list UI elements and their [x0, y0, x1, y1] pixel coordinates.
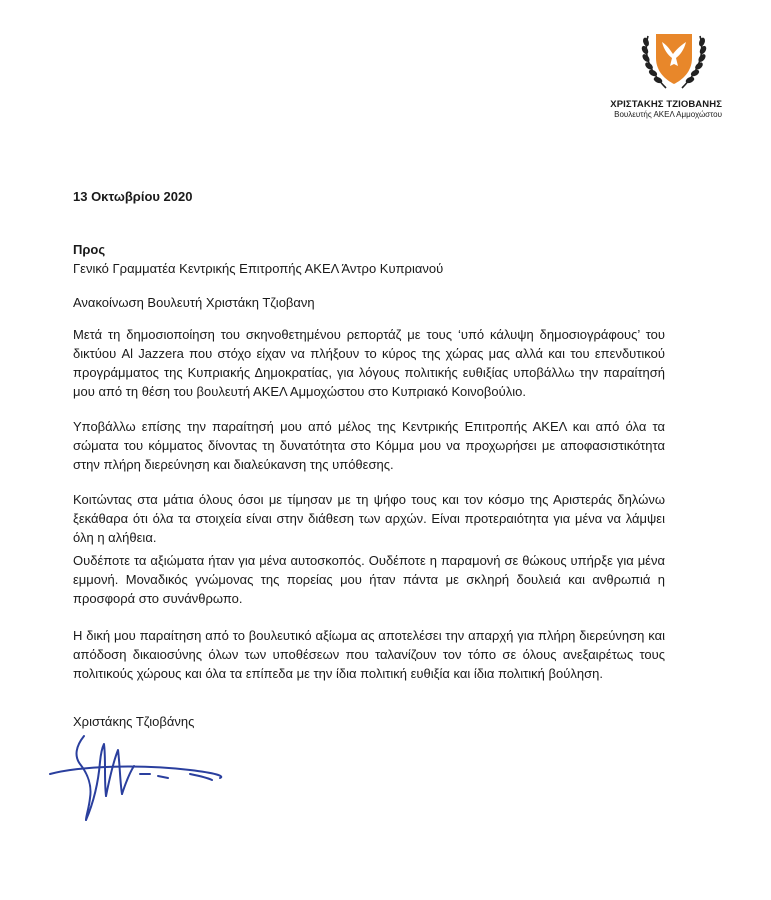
body-paragraph: Κοιτώντας στα μάτια όλους όσοι με τίμησαν με τη ψήφο τους και τον κόσμο της Αριστεράς δηλώνω ξεκάθαρα ότι όλα τα στοιχεία είναι στην διάθεση των αρχών. Είναι προτεραιότητα για μένα να λάμψει όλη η αλήθεια. — [73, 492, 665, 545]
body-paragraph: Υποβάλλω επίσης την παραίτησή μου από μέλος της Κεντρικής Επιτροπής ΑΚΕΛ και από όλα τα σώματα του κόμματος δίνοντας τη δυνατότητα στο Κόμμα μου να προχωρήσει με αποφασιστικότητα στην πλήρη διερεύνηση και διαλεύκανση της υπόθεσης. — [73, 419, 665, 472]
handwritten-signature — [40, 716, 260, 826]
cyprus-coat-of-arms-icon — [636, 28, 712, 98]
signatory-name: Χριστάκης Τζιοβάνης — [73, 714, 195, 729]
body-paragraph: Μετά τη δημοσιοποίηση του σκηνοθετημένου ρεπορτάζ με τους ‘υπό κάλυψη δημοσιογράφους’ του δικτύου Al Jazzera που στόχο είχαν να πλήξουν το κύρος της χώρας μας αλλά και του επενδυτικού προγράμματος της Κυπριακής Δημοκρατίας, για λόγους πολιτικής ευθιξίας υποβάλλω την παραίτησή μου από τη θέση του βουλευτή ΑΚΕΛ Αμμοχώστου στο Κυπριακό Κοινοβούλιο. — [73, 327, 665, 399]
body-paragraph: Η δική μου παραίτηση από το βουλευτικό αξίωμα ας αποτελέσει την απαρχή για πλήρη διερεύνηση και απόδοση δικαιοσύνης όλων των υποθέσεων που ταλανίζουν τον τόπο σε όλους ανεξαιρέτως τους πολιτικούς χώρους και όλα τα επίπεδα με την ίδια πολιτική ευθιξία και ίδια πολιτική βούληση. — [73, 628, 665, 681]
letter-date: 13 Οκτωβρίου 2020 — [73, 189, 193, 204]
letter-subject: Ανακοίνωση Βουλευτή Χριστάκη Τζιοβανη — [73, 295, 315, 310]
letterhead-role: Βουλευτής ΑΚΕΛ Αμμοχώστου — [614, 110, 722, 119]
letterhead — [610, 99, 722, 120]
letterhead-name: ΧΡΙΣΤΑΚΗΣ ΤΖΙΟΒΑΝΗΣ — [610, 99, 722, 110]
recipient-name: Γενικό Γραμματέα Κεντρικής Επιτροπής ΑΚΕΛ Άντρο Κυπριανού — [73, 261, 444, 276]
recipient-label: Προς — [73, 242, 106, 257]
body-paragraph: Ουδέποτε τα αξιώματα ήταν για μένα αυτοσκοπός. Ουδέποτε η παραμονή σε θώκους υπήρξε για μένα εμμονή. Μοναδικός γνώμονας της πορείας μου ήταν πάντα με σκληρή δουλειά και ανθρωπιά η προσφορά στο συνάνθρωπο. — [73, 553, 665, 606]
